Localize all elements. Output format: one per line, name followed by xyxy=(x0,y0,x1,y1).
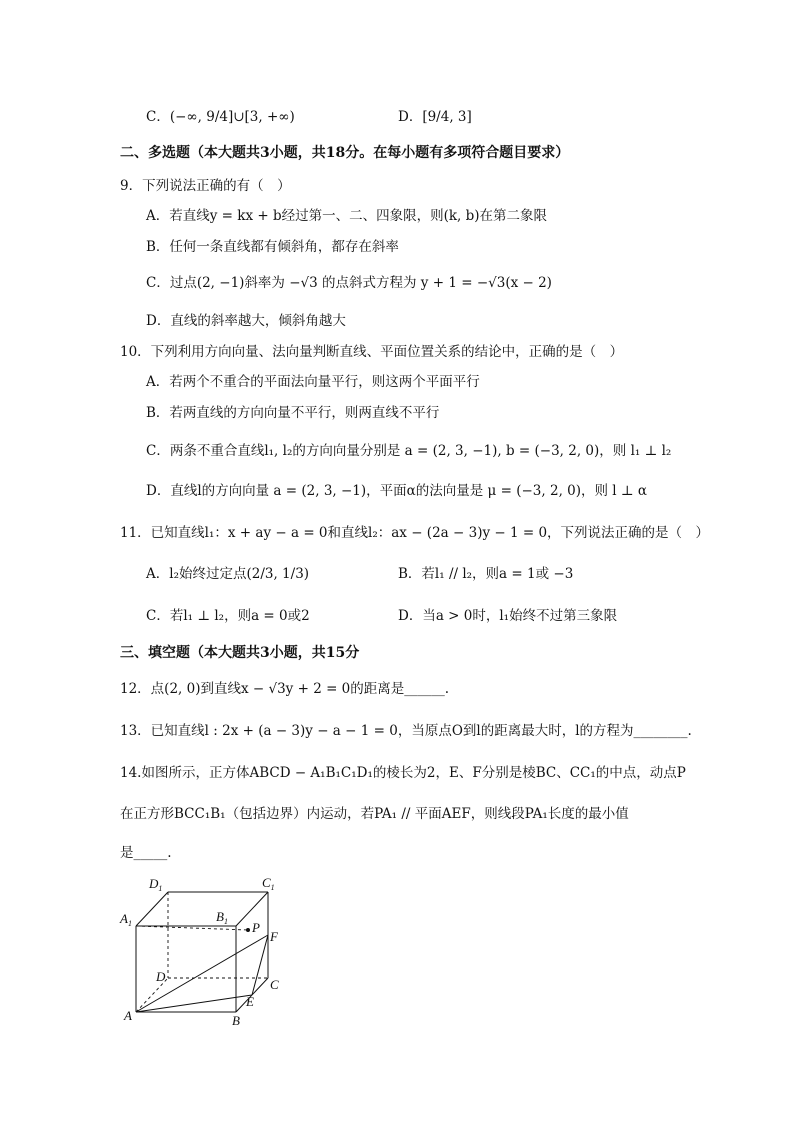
q11-option-c: C．若l₁ ⊥ l₂，则a = 0或2 xyxy=(146,608,310,624)
q11-stem: 11．已知直线l₁：x + ay − a = 0和直线l₂：ax − (2a − 3)y − 1 = 0，下列说法正确的是（ ） xyxy=(120,525,710,541)
q8-option-d: D．[9/4, 3] xyxy=(398,109,472,125)
label-a1: $A_1$ xyxy=(120,911,132,928)
label-d: D xyxy=(156,969,166,984)
q10-option-c: C．两条不重合直线l₁, l₂的方向向量分别是 a = (2, 3, −1), b = (−3, 2, 0)，则 l₁ ⊥ l₂ xyxy=(146,443,672,459)
q9-option-a: A．若直线y = kx + b经过第一、二、四象限，则(k, b)在第二象限 xyxy=(146,208,548,224)
q11-option-a: A．l₂始终过定点(2/3, 1/3) xyxy=(146,566,310,582)
edge-a1d1 xyxy=(136,892,168,926)
q11-option-d: D．当a > 0时，l₁始终不过第三象限 xyxy=(398,608,618,624)
q10-option-d: D．直线l的方向向量 a = (2, 3, −1)，平面α的法向量是 μ = (−3, 2, 0)，则 l ⊥ α xyxy=(146,483,648,499)
label-c1: $C_1$ xyxy=(262,875,275,892)
segment-pa1 xyxy=(136,926,248,930)
q8-option-c: C．(−∞, 9/4]∪[3, +∞) xyxy=(146,109,295,125)
segment-ae xyxy=(136,995,252,1012)
q12-stem: 12．点(2, 0)到直线x − √3y + 2 = 0的距离是______. xyxy=(120,681,450,697)
q14-line-3: 是_____. xyxy=(120,845,172,861)
label-f: F xyxy=(270,929,278,944)
q10-option-b: B．若两直线的方向向量不平行，则两直线不平行 xyxy=(146,405,440,421)
q9-option-c: C．过点(2, −1)斜率为 −√3 的点斜式方程为 y + 1 = −√3(x − 2) xyxy=(146,275,552,291)
label-b1: $B_1$ xyxy=(216,909,228,926)
q14-line-1: 14.如图所示，正方体ABCD − A₁B₁C₁D₁的棱长为2，E、F分别是棱BC、CC₁的中点，动点P xyxy=(120,765,686,781)
section-3-title: 三、填空题（本大题共3小题，共15分 xyxy=(120,645,360,661)
label-p: P xyxy=(252,920,260,935)
q10-stem: 10．下列利用方向向量、法向量判断直线、平面位置关系的结论中，正确的是（ ） xyxy=(120,344,624,360)
q10-option-a: A．若两个不重合的平面法向量平行，则这两个平面平行 xyxy=(146,374,480,390)
label-c: C xyxy=(270,977,279,992)
label-d1: $D_1$ xyxy=(149,876,163,893)
q9-stem: 9．下列说法正确的有（ ） xyxy=(120,178,291,194)
q13-stem: 13．已知直线l : 2x + (a − 3)y − a − 1 = 0，当原点O到l的距离最大时，l的方程为________. xyxy=(120,723,692,739)
point-p xyxy=(246,928,250,932)
section-2-title: 二、多选题（本大题共3小题，共18分。在每小题有多项符合题目要求） xyxy=(120,145,570,161)
label-e: E xyxy=(246,994,254,1009)
q9-option-d: D．直线的斜率越大，倾斜角越大 xyxy=(146,313,346,329)
q14-line-2: 在正方形BCC₁B₁（包括边界）内运动，若PA₁ // 平面AEF，则线段PA₁长度的最小值 xyxy=(120,806,629,822)
q9-option-b: B．任何一条直线都有倾斜角，都存在斜率 xyxy=(146,239,399,255)
q11-option-b: B．若l₁ // l₂，则a = 1或 −3 xyxy=(398,566,574,582)
label-a: A xyxy=(124,1008,132,1023)
cube-figure xyxy=(118,870,288,1030)
label-b: B xyxy=(232,1013,240,1028)
